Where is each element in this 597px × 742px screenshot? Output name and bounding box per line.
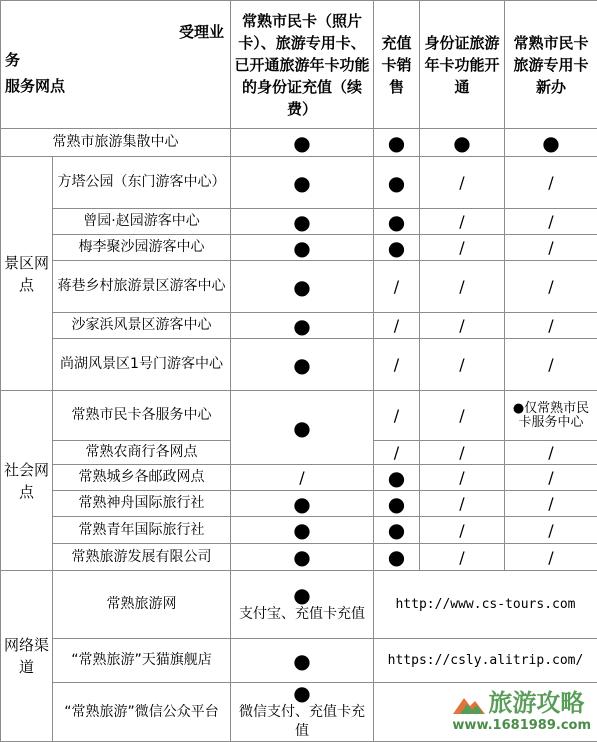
dot-mark: ● bbox=[231, 261, 374, 313]
outlet-name: 常熟青年国际旅行社 bbox=[53, 517, 231, 544]
outlet-name: 梅李聚沙园游客中心 bbox=[53, 235, 231, 261]
outlet-name: 常熟旅游发展有限公司 bbox=[53, 544, 231, 571]
dot-mark: ● bbox=[231, 157, 374, 209]
outlet-name: 常熟城乡各邮政网点 bbox=[53, 465, 231, 491]
dot-mark: ● bbox=[374, 465, 420, 491]
dot-mark: ● bbox=[374, 129, 420, 157]
dot-mark: ● bbox=[231, 544, 374, 571]
slash-mark: / bbox=[420, 157, 505, 209]
slash-mark: / bbox=[505, 261, 597, 313]
slash-mark: / bbox=[420, 313, 505, 339]
slash-mark: / bbox=[505, 491, 597, 517]
slash-mark: / bbox=[374, 261, 420, 313]
table-row bbox=[1, 391, 597, 441]
slash-mark: / bbox=[420, 465, 505, 491]
watermark bbox=[452, 683, 591, 733]
slash-mark: / bbox=[374, 391, 420, 441]
group-label-social: 社会网点 bbox=[1, 391, 53, 571]
slash-mark: / bbox=[505, 544, 597, 571]
slash-mark: / bbox=[505, 209, 597, 235]
slash-mark: / bbox=[420, 441, 505, 465]
table-row bbox=[1, 465, 597, 491]
table-row bbox=[1, 313, 597, 339]
table-row bbox=[1, 571, 597, 639]
dot-mark: ● bbox=[374, 235, 420, 261]
table-row bbox=[1, 491, 597, 517]
slash-mark: / bbox=[420, 209, 505, 235]
header-corner-top: 受理业 bbox=[179, 23, 224, 42]
new-card-note: 仅常熟市民卡服务中心 bbox=[518, 401, 589, 430]
slash-mark: / bbox=[505, 465, 597, 491]
table-row bbox=[1, 517, 597, 544]
header-col-new-card: 常熟市民卡旅游专用卡新办 bbox=[505, 1, 597, 129]
group-label-scenic: 景区网点 bbox=[1, 157, 53, 391]
mountain-logo-icon bbox=[452, 692, 486, 716]
dot-mark: ● bbox=[233, 683, 371, 703]
slash-mark: / bbox=[505, 313, 597, 339]
recharge-note: 微信支付、充值卡充值 bbox=[233, 703, 371, 741]
tmall-url[interactable]: https://csly.alitrip.com/ bbox=[374, 639, 597, 683]
table-row bbox=[1, 235, 597, 261]
header-col-card-sale: 充值卡销售 bbox=[374, 1, 420, 129]
outlet-name: 常熟旅游网 bbox=[53, 571, 231, 639]
slash-mark: / bbox=[505, 339, 597, 391]
outlet-name: 常熟神舟国际旅行社 bbox=[53, 491, 231, 517]
outlet-name: 常熟农商行各网点 bbox=[53, 441, 231, 465]
watermark-text: 旅游攻略 bbox=[488, 689, 584, 717]
slash-mark: / bbox=[420, 517, 505, 544]
outlet-name: “常熟旅游”微信公众平台 bbox=[53, 683, 231, 742]
table-row bbox=[1, 339, 597, 391]
dot-mark: ● bbox=[231, 235, 374, 261]
slash-mark: / bbox=[374, 339, 420, 391]
outlet-name: “常熟旅游”天猫旗舰店 bbox=[53, 639, 231, 683]
slash-mark: / bbox=[420, 339, 505, 391]
header-col-id-activation: 身份证旅游年卡功能开通 bbox=[420, 1, 505, 129]
table-row bbox=[1, 129, 597, 157]
dot-mark: ● bbox=[374, 209, 420, 235]
dot-mark: ● bbox=[231, 209, 374, 235]
outlet-name: 蒋巷乡村旅游景区游客中心 bbox=[53, 261, 231, 313]
watermark-site: www.1681989.com bbox=[452, 718, 591, 733]
table-row bbox=[1, 157, 597, 209]
slash-mark: / bbox=[505, 517, 597, 544]
recharge-note-cell bbox=[231, 683, 374, 742]
slash-mark: / bbox=[505, 157, 597, 209]
dot-mark: ● bbox=[231, 639, 374, 683]
table-row bbox=[1, 209, 597, 235]
outlet-name: 沙家浜风景区游客中心 bbox=[53, 313, 231, 339]
dot-mark: ● bbox=[374, 157, 420, 209]
dot-mark: ● bbox=[374, 491, 420, 517]
outlet-name: 曾园·赵园游客中心 bbox=[53, 209, 231, 235]
outlet-name: 尚湖风景区1号门游客中心 bbox=[53, 339, 231, 391]
header-corner-bottom: 服务网点 bbox=[5, 77, 65, 96]
slash-mark: / bbox=[505, 441, 597, 465]
group-label-online: 网络渠道 bbox=[1, 571, 53, 742]
recharge-note: 支付宝、充值卡充值 bbox=[233, 605, 371, 624]
table-row bbox=[1, 639, 597, 683]
slash-mark: / bbox=[420, 235, 505, 261]
outlet-name: 方塔公园（东门游客中心） bbox=[53, 157, 231, 209]
header-corner-mid: 务 bbox=[5, 51, 20, 70]
dot-mark: ● bbox=[231, 129, 374, 157]
dot-mark: ● bbox=[231, 517, 374, 544]
dot-mark: ● bbox=[231, 391, 374, 465]
outlet-name: 常熟市民卡各服务中心 bbox=[53, 391, 231, 441]
outlet-name: 常熟市旅游集散中心 bbox=[1, 129, 231, 157]
dot-mark: ● bbox=[231, 313, 374, 339]
slash-mark: / bbox=[420, 261, 505, 313]
new-card-note-cell bbox=[505, 391, 597, 441]
dot-mark: ● bbox=[233, 585, 371, 605]
dot-mark: ● bbox=[420, 129, 505, 157]
header-col-recharge: 常熟市民卡（照片卡）、旅游专用卡、已开通旅游年卡功能的身份证充值（续费） bbox=[231, 1, 374, 129]
slash-mark: / bbox=[374, 441, 420, 465]
slash-mark: / bbox=[374, 313, 420, 339]
slash-mark: / bbox=[505, 235, 597, 261]
recharge-note-cell bbox=[231, 571, 374, 639]
dot-mark: ● bbox=[231, 339, 374, 391]
slash-mark: / bbox=[420, 544, 505, 571]
dot-mark: ● bbox=[513, 401, 524, 416]
dot-mark: ● bbox=[505, 129, 597, 157]
website-url[interactable]: http://www.cs-tours.com bbox=[374, 571, 597, 639]
header-corner-cell bbox=[1, 1, 231, 129]
slash-mark: / bbox=[420, 491, 505, 517]
table-row bbox=[1, 261, 597, 313]
slash-mark: / bbox=[231, 465, 374, 491]
dot-mark: ● bbox=[231, 491, 374, 517]
slash-mark: / bbox=[420, 391, 505, 441]
table-row bbox=[1, 544, 597, 571]
dot-mark: ● bbox=[374, 517, 420, 544]
dot-mark: ● bbox=[374, 544, 420, 571]
